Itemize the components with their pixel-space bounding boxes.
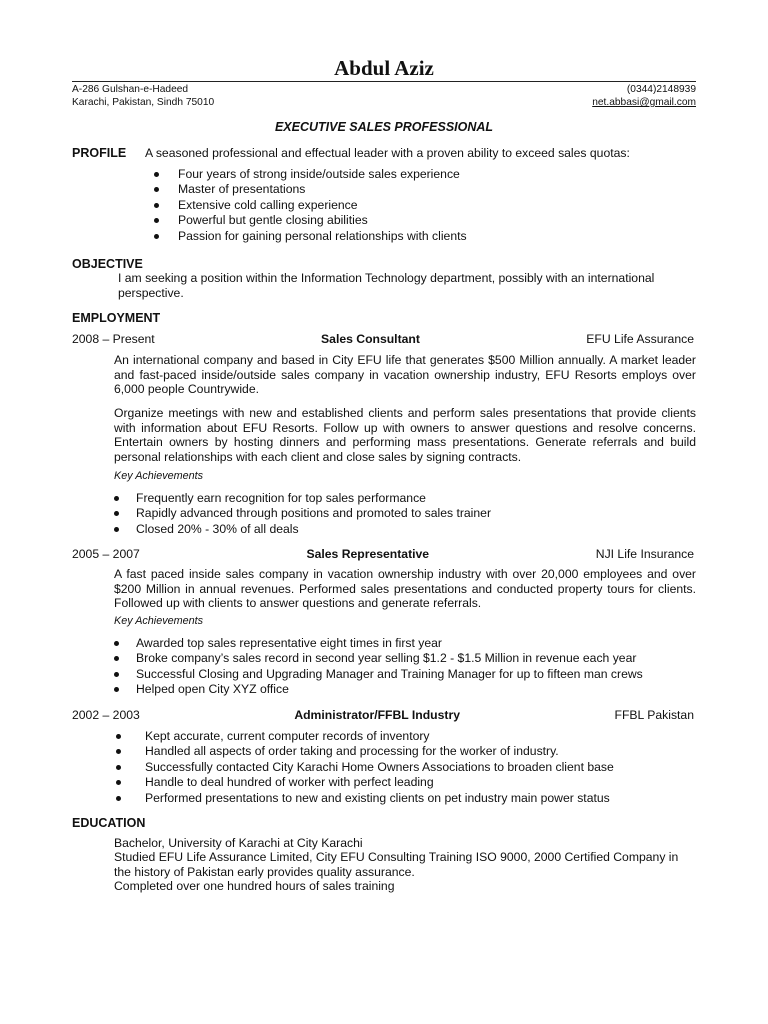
list-item: Frequently earn recognition for top sales performance: [114, 491, 694, 506]
candidate-name: Abdul Aziz: [334, 56, 434, 80]
job-company: EFU Life Assurance: [586, 332, 694, 346]
education-line: Bachelor, University of Karachi at City Karachi: [114, 836, 363, 850]
list-item: Extensive cold calling experience: [154, 198, 674, 213]
job-title: Administrator/FFBL Industry: [294, 708, 460, 722]
education-label: EDUCATION: [72, 816, 146, 830]
profile-bullets: [154, 167, 674, 244]
job-header: [72, 708, 694, 722]
headline: EXECUTIVE SALES PROFESSIONAL: [274, 120, 494, 134]
achievements-list: [114, 491, 694, 537]
job-company: FFBL Pakistan: [614, 708, 694, 722]
job-header: [72, 547, 694, 561]
list-item: Powerful but gentle closing abilities: [154, 213, 674, 228]
job-dates: 2002 – 2003: [72, 708, 140, 722]
profile-label: PROFILE: [72, 146, 127, 160]
achievements-list: [114, 636, 694, 698]
list-item: Passion for gaining personal relationships with clients: [154, 229, 674, 244]
list-item: Closed 20% - 30% of all deals: [114, 522, 694, 537]
job-dates: 2005 – 2007: [72, 547, 140, 561]
job-header: [72, 332, 694, 346]
address-line-1: A-286 Gulshan-e-Hadeed: [72, 84, 189, 95]
objective-text: I am seeking a position within the Information Technology department, possibly with an international perspective.: [118, 271, 655, 300]
education-line: Studied EFU Life Assurance Limited, City EFU Consulting Training ISO 9000, 2000 Certified Company in the history of Pakistan early provides quality assurance.: [114, 850, 679, 879]
job-description: An international company and based in City EFU life that generates $500 Million annually. A market leader and fast-paced inside/outside sales company in vacation ownership industry, EFU Resorts employs over 6,000 people Countrywide.: [114, 353, 696, 397]
job-dates: 2008 – Present: [72, 332, 155, 346]
list-item: Handle to deal hundred of worker with perfect leading: [116, 775, 696, 790]
list-item: Rapidly advanced through positions and promoted to sales trainer: [114, 506, 694, 521]
education-line: Completed over one hundred hours of sales training: [114, 878, 395, 893]
job-title: Sales Consultant: [321, 332, 420, 346]
email-link[interactable]: net.abbasi@gmail.com: [592, 97, 696, 108]
list-item: Broke company’s sales record in second year selling $1.2 - $1.5 Million in revenue each year: [114, 651, 694, 666]
list-item: Four years of strong inside/outside sales experience: [154, 167, 674, 182]
objective-label: OBJECTIVE: [72, 257, 143, 271]
key-achievements-label: Key Achievements: [114, 470, 204, 482]
list-item: Helped open City XYZ office: [114, 682, 694, 697]
list-item: Handled all aspects of order taking and processing for the worker of industry.: [116, 744, 696, 759]
profile-intro: A seasoned professional and effectual leader with a proven ability to exceed sales quotas:: [145, 146, 630, 160]
list-item: Successful Closing and Upgrading Manager and Training Manager for up to fifteen man crews: [114, 667, 694, 682]
job-title: Sales Representative: [306, 547, 430, 561]
job-description: A fast paced inside sales company in vacation ownership industry with over 20,000 employees and over $200 Million in annual revenues. Performed sales presentations and conducted property tours for clients. Followed up with clients to answer questions and generate referrals.: [114, 567, 696, 611]
list-item: Master of presentations: [154, 182, 674, 197]
job-duties: Organize meetings with new and established clients and perform sales presentations that provide clients with information about EFU Resorts. Follow up with owners to answer questions and resolve concerns. Entertain owners by hosting dinners and performing mass presentations. Generate referrals and build personal relationships with each client and close sales by signing contracts.: [114, 406, 696, 465]
key-achievements-label: Key Achievements: [114, 615, 204, 627]
list-item: Performed presentations to new and existing clients on pet industry main power status: [116, 791, 696, 806]
job-company: NJI Life Insurance: [595, 547, 694, 561]
address-line-2: Karachi, Pakistan, Sindh 75010: [72, 97, 215, 108]
employment-label: EMPLOYMENT: [72, 311, 161, 325]
list-item: Awarded top sales representative eight times in first year: [114, 636, 694, 651]
phone-number: (0344)2148939: [626, 84, 696, 95]
list-item: Kept accurate, current computer records of inventory: [116, 729, 696, 744]
duties-list: [116, 729, 696, 806]
contact-block: [72, 81, 696, 109]
list-item: Successfully contacted City Karachi Home Owners Associations to broaden client base: [116, 760, 696, 775]
education-details: [114, 836, 694, 893]
